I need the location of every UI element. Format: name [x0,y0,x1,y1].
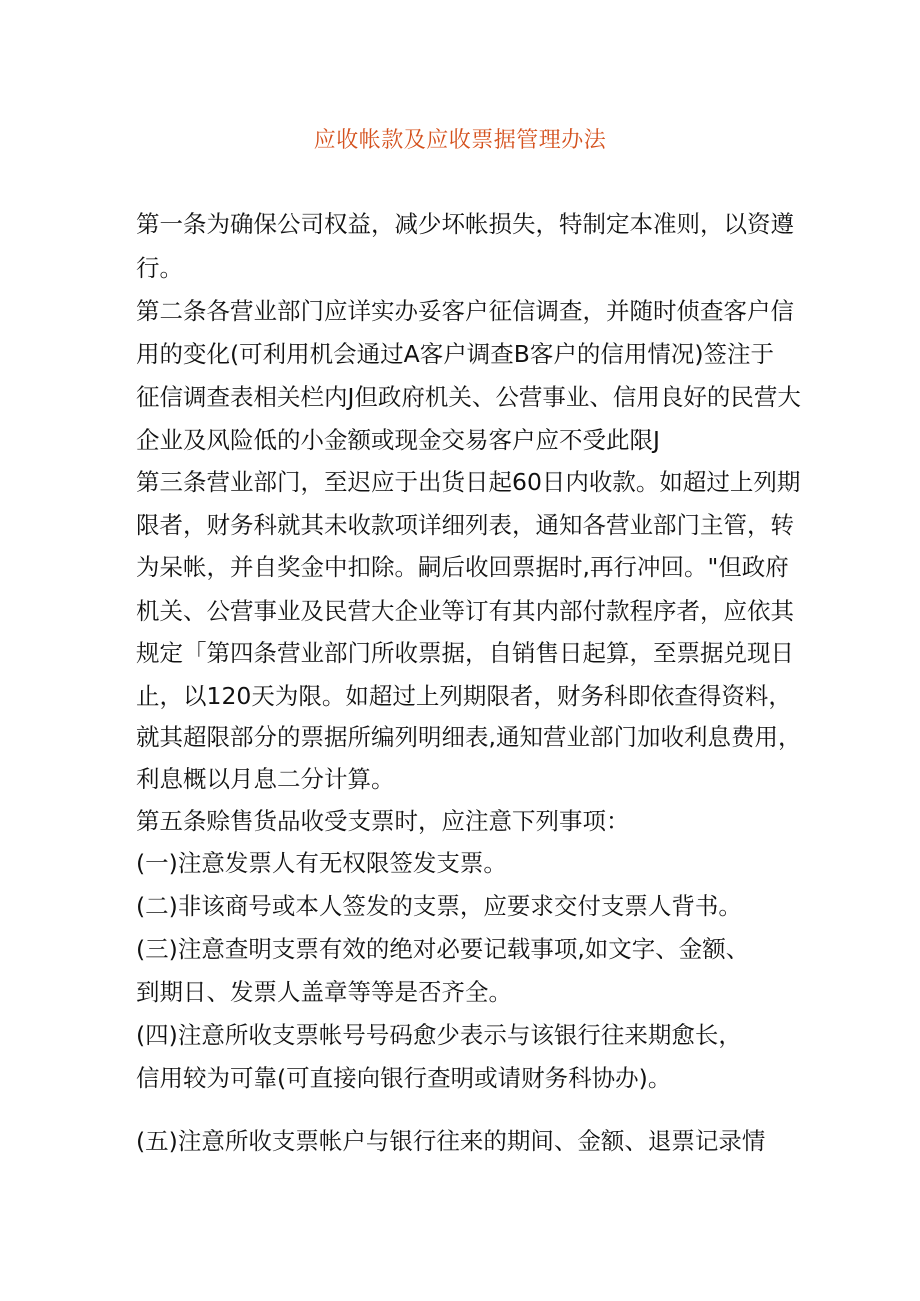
text-line: (四)注意所收支票帐号号码愈少表示与该银行往来期愈长， [136,1021,742,1049]
text-line: 第一条为确保公司权益，减少坏帐损失，特制定本准则，以资遵 [136,210,794,238]
text-line: (二)非该商号或本人签发的支票，应要求交付支票人背书。 [136,892,742,920]
text-line: 规定「第四条营业部门所收票据，自销售日起算，至票据兑现日 [136,639,794,667]
text-line: 就其超限部分的票据所编列明细表,通知营业部门加收利息费用， [136,723,802,751]
text-line: 为呆帐，并自奖金中扣除。嗣后收回票据时,再行冲回。"但政府 [136,553,789,581]
text-line: 利息概以月息二分计算。 [136,765,395,793]
text-line: 行。 [136,254,183,282]
text-line: 第五条赊售货品收受支票时，应注意下列事项： [136,807,630,835]
text-line: 机关、公营事业及民营大企业等订有其内部付款程序者，应依其 [136,597,794,625]
text-line: 第三条营业部门，至迟应于出货日起60日内收款。如超过上列期 [136,468,801,496]
text-line: (五)注意所收支票帐户与银行往来的期间、金额、退票记录情 [136,1127,766,1155]
text-line: 止，以120天为限。如超过上列期限者，财务科即依查得资料， [136,682,792,710]
text-line: 限者，财务科就其未收款项详细列表，通知各营业部门主管，转 [136,511,794,539]
text-line: 用的变化(可利用机会通过A客户调查B客户的信用情况)签注于 [136,340,775,368]
text-line: 征信调查表相关栏内J但政府机关、公营事业、信用良好的民营大 [136,383,801,411]
text-line: 信用较为可靠(可直接向银行查明或请财务科协办)。 [136,1064,672,1092]
text-line: 企业及风险低的小金额或现金交易客户应不受此限J [136,426,660,454]
text-line: 第二条各营业部门应详实办妥客户征信调查，并随时侦查客户信 [136,297,794,325]
text-line: (一)注意发票人有无权限签发支票。 [136,849,507,877]
document-title: 应收帐款及应收票据管理办法 [313,128,607,153]
text-line: 到期日、发票人盖章等等是否齐全。 [136,978,512,1006]
text-line: (三)注意查明支票有效的绝对必要记载事项,如文字、金额、 [136,935,750,963]
